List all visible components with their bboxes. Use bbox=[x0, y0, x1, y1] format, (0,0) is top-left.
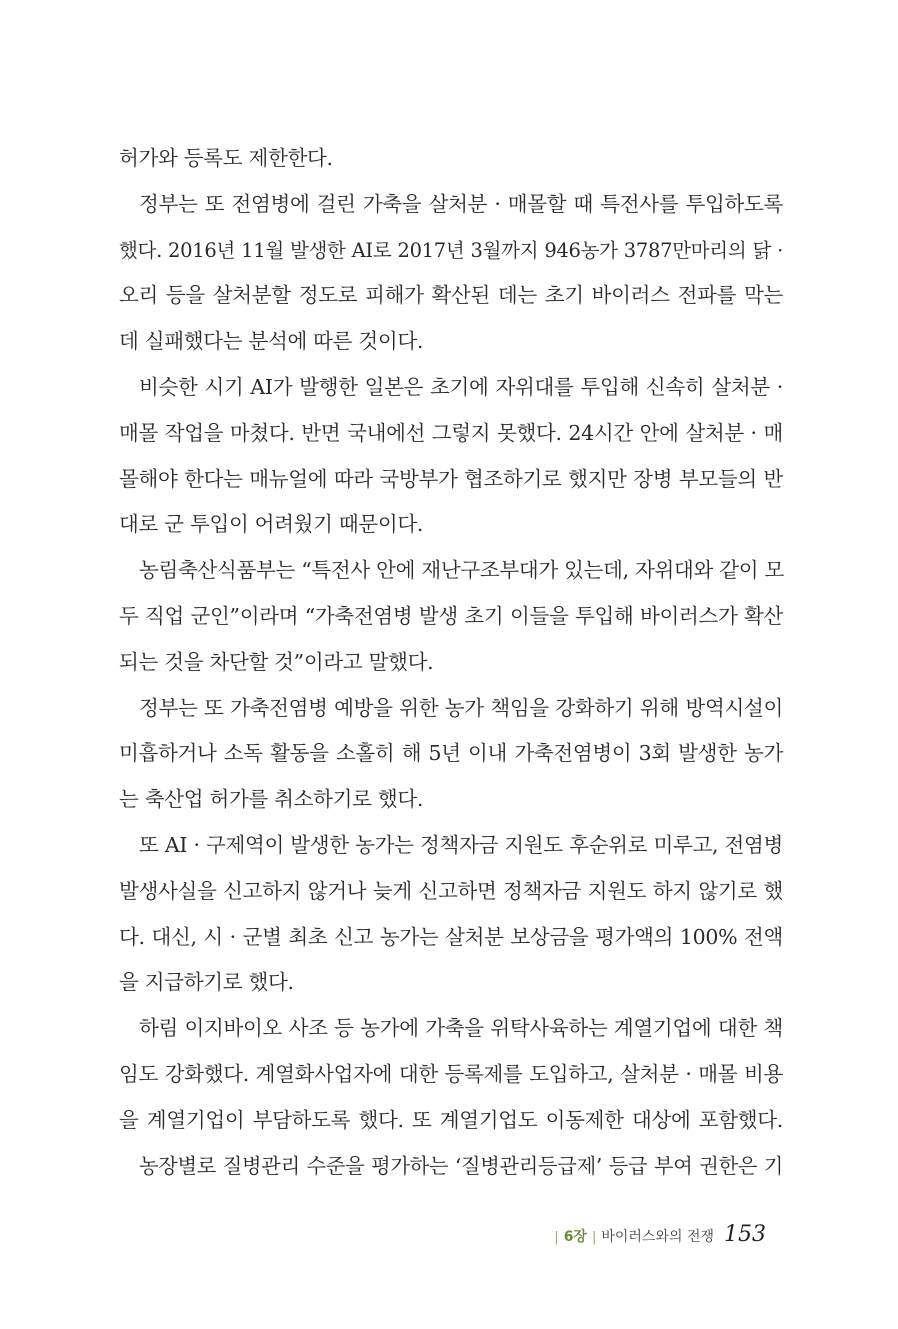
footer-divider: | bbox=[554, 1230, 559, 1245]
text-line: 데 실패했다는 분석에 따른 것이다. bbox=[119, 329, 424, 354]
text-line: 정부는 또 가축전염병 예방을 위한 농가 책임을 강화하기 위해 방역시설이 bbox=[139, 695, 783, 720]
text-line: 두 직업 군인”이라며 “가축전염병 발생 초기 이들을 투입해 바이러스가 확산 bbox=[119, 603, 783, 628]
chapter-title: 바이러스와의 전쟁 bbox=[601, 1229, 714, 1245]
text-line: 되는 것을 차단할 것”이라고 말했다. bbox=[119, 649, 434, 674]
text-line: 대로 군 투입이 어려웠기 때문이다. bbox=[119, 512, 424, 537]
text-line: 또 AI · 구제역이 발생한 농가는 정책자금 지원도 후순위로 미루고, 전염병 bbox=[139, 832, 783, 857]
text-line: 미흡하거나 소독 활동을 소홀히 해 5년 이내 가축전염병이 3회 발생한 농가 bbox=[119, 741, 783, 766]
text-line: 발생사실을 신고하지 않거나 늦게 신고하면 정책자금 지원도 하지 않기로 했 bbox=[119, 878, 783, 903]
chapter-label: 6장 bbox=[563, 1229, 587, 1245]
text-line: 농림축산식품부는 “특전사 안에 재난구조부대가 있는데, 자위대와 같이 모 bbox=[139, 558, 784, 583]
footer-divider: | bbox=[591, 1230, 597, 1245]
text-line: 을 지급하기로 했다. bbox=[119, 970, 294, 995]
text-line: 비슷한 시기 AI가 발행한 일본은 초기에 자위대를 투입해 신속히 살처분 · bbox=[139, 374, 783, 399]
text-line: 몰해야 한다는 매뉴얼에 따라 국방부가 협조하기로 했지만 장병 부모들의 반 bbox=[119, 466, 783, 491]
text-line: 는 축산업 허가를 취소하기로 했다. bbox=[119, 787, 424, 812]
text-line: 농장별로 질병관리 수준을 평가하는 ‘질병관리등급제’ 등급 부여 권한은 기 bbox=[139, 1153, 783, 1178]
text-line: 정부는 또 전염병에 걸린 가축을 살처분 · 매몰할 때 특전사를 투입하도록 bbox=[139, 191, 783, 216]
text-line: 임도 강화했다. 계열화사업자에 대한 등록제를 도입하고, 살처분 · 매몰 비용 bbox=[119, 1061, 783, 1086]
body-text bbox=[119, 136, 783, 1189]
text-line: 했다. 2016년 11월 발생한 AI로 2017년 3월까지 946농가 3787만마리의 닭 · bbox=[119, 238, 783, 262]
text-line: 오리 등을 살처분할 정도로 피해가 확산된 데는 초기 바이러스 전파를 막는 bbox=[119, 283, 783, 308]
page-footer bbox=[549, 1222, 766, 1256]
text-line: 을 계열기업이 부담하도록 했다. 또 계열기업도 이동제한 대상에 포함했다. bbox=[119, 1107, 783, 1132]
text-line: 허가와 등록도 제한한다. bbox=[119, 146, 333, 170]
text-line: 하림 이지바이오 사조 등 농가에 가축을 위탁사육하는 계열기업에 대한 책 bbox=[139, 1016, 783, 1041]
text-line: 다. 대신, 시 · 군별 최초 신고 농가는 살처분 보상금을 평가액의 100% 전액 bbox=[119, 924, 783, 949]
page-number: 153 bbox=[724, 1222, 766, 1247]
text-line: 매몰 작업을 마쳤다. 반면 국내에선 그렇지 못했다. 24시간 안에 살처분 · 매 bbox=[119, 420, 783, 445]
